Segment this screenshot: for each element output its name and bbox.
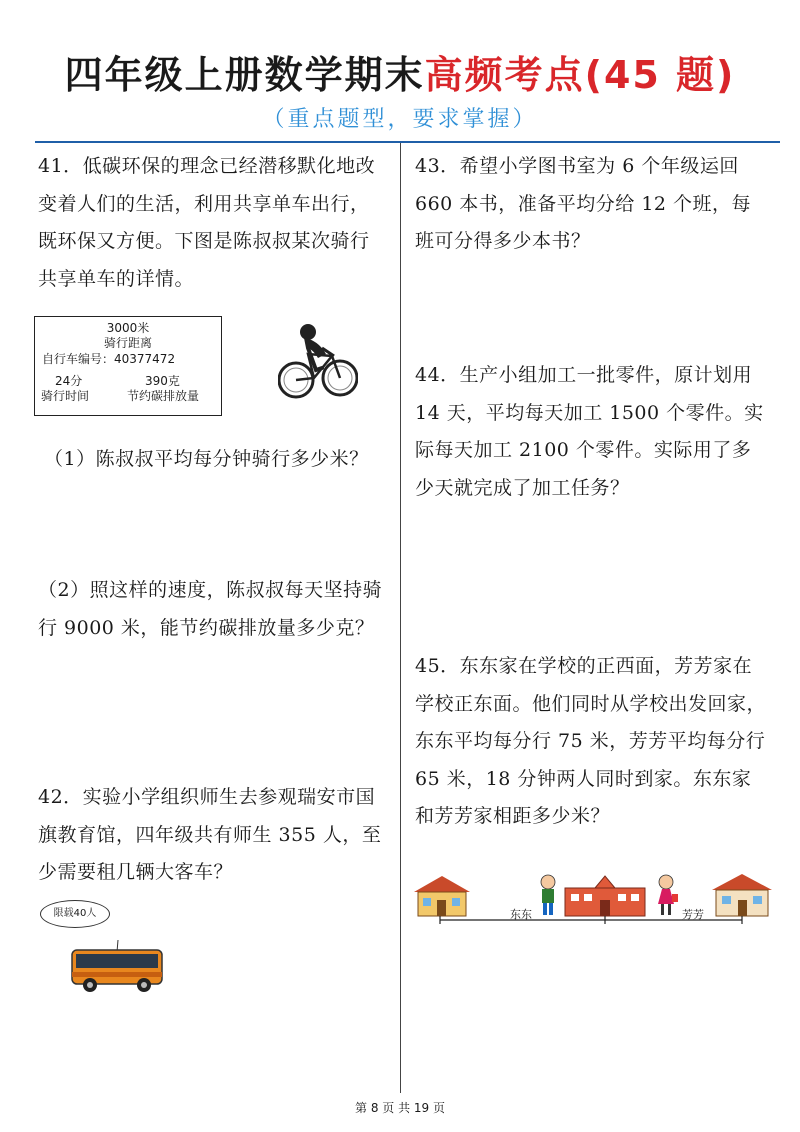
question-41-part-1: （1）陈叔叔平均每分钟骑行多少米？ — [44, 448, 369, 470]
label-fangfang: 芳芳 — [682, 908, 704, 921]
question-41 — [38, 148, 388, 298]
capacity-bubble: 限载40人 — [40, 900, 110, 928]
fangfang-child-icon — [658, 875, 678, 915]
header-divider — [35, 141, 780, 143]
page-subtitle: （重点题型，要求掌握） — [262, 107, 538, 132]
question-41-stem: 41．低碳环保的理念已经潜移默化地改变着人们的生活，利用共享单车出行，既环保又方便。下图是陈叔叔某次骑行共享单车的详情。 — [38, 155, 376, 290]
ride-distance-label: 骑行距离 — [103, 336, 152, 350]
school-building-icon — [565, 876, 645, 916]
dongdong-house-icon — [414, 876, 470, 916]
title-highlight: 高频考点(45 题) — [424, 53, 736, 97]
cyclist-icon — [278, 318, 358, 406]
ride-time-label: 骑行时间 — [41, 389, 90, 403]
page-title — [0, 44, 800, 99]
bus-icon — [68, 938, 168, 994]
column-divider — [400, 143, 401, 1093]
bus-illustration — [40, 900, 170, 995]
ride-time: 24分 — [55, 374, 83, 388]
title-main: 四年级上册数学期末 — [64, 53, 425, 97]
bike-id: 自行车编号：40377472 — [42, 352, 176, 366]
question-41-part-2: （2）照这样的速度，陈叔叔每天坚持骑行 9000 米，能节约碳排放量多少克？ — [38, 579, 383, 639]
fangfang-house-icon — [712, 874, 772, 916]
dongdong-child-icon — [541, 875, 555, 915]
carbon-saved: 390克 — [145, 374, 180, 388]
question-43: 43．希望小学图书室为 6 个年级运回 660 本书，准备平均分给 12 个班，每班可分得多少本书？ — [415, 155, 752, 252]
ride-details-card — [34, 316, 222, 416]
label-dongdong: 东东 — [510, 908, 532, 921]
question-44: 44．生产小组加工一批零件，原计划用 14 天，平均每天加工 1500 个零件。实际每天加工 2100 个零件。实际用了多少天就完成了加工任务？ — [415, 364, 764, 499]
question-45: 45．东东家在学校的正西面，芳芳家在学校正东面。他们同时从学校出发回家，东东平均每分行 75 米，芳芳平均每分行 65 米，18 分钟两人同时到家。东东家和芳芳家相距多少米？ — [415, 655, 767, 827]
question-42: 42．实验小学组织师生去参观瑞安市国旗教育馆，四年级共有师生 355 人，至少需要租几辆大客车？ — [38, 786, 382, 883]
carbon-saved-label: 节约碳排放量 — [127, 389, 200, 403]
page-footer: 第 8 页 共 19 页 — [355, 1101, 445, 1115]
ride-distance: 3000米 — [106, 321, 150, 335]
route-diagram — [412, 870, 782, 940]
